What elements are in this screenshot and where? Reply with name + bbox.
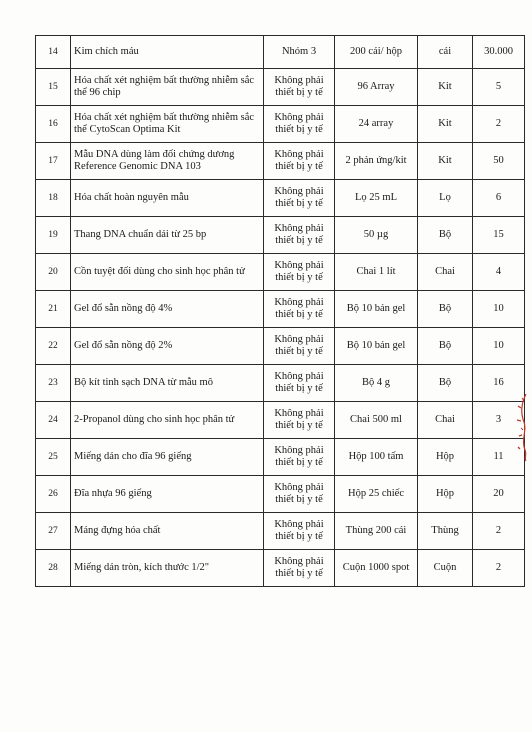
table-row: [36, 291, 525, 328]
item-specification: Bộ 10 bản gel: [335, 328, 418, 365]
item-unit: Hộp: [418, 439, 473, 476]
table-row: [36, 328, 525, 365]
table-row: [36, 143, 525, 180]
item-specification: Chai 500 ml: [335, 402, 418, 439]
item-group: Không phải thiết bị y tế: [264, 513, 335, 550]
row-number: 23: [36, 365, 71, 402]
item-unit: Kit: [418, 69, 473, 106]
item-unit: Bộ: [418, 291, 473, 328]
item-quantity: 30.000: [473, 36, 525, 69]
item-name: Thang DNA chuẩn dải từ 25 bp: [71, 217, 264, 254]
item-specification: Cuộn 1000 spot: [335, 550, 418, 587]
item-name: Máng đựng hóa chất: [71, 513, 264, 550]
item-quantity: 2: [473, 106, 525, 143]
item-quantity: 50: [473, 143, 525, 180]
table-row: [36, 365, 525, 402]
item-name: Mẫu DNA dùng làm đối chứng dương Reference Genomic DNA 103: [71, 143, 264, 180]
item-name: Cồn tuyệt đối dùng cho sinh học phân tử: [71, 254, 264, 291]
item-name: Bộ kít tinh sạch DNA từ mẫu mô: [71, 365, 264, 402]
item-unit: Bộ: [418, 217, 473, 254]
item-specification: 200 cái/ hộp: [335, 36, 418, 69]
row-number: 16: [36, 106, 71, 143]
item-group: Nhóm 3: [264, 36, 335, 69]
item-unit: Bộ: [418, 365, 473, 402]
supplies-table-body: [36, 36, 525, 587]
row-number: 28: [36, 550, 71, 587]
table-row: [36, 439, 525, 476]
item-specification: Lọ 25 mL: [335, 180, 418, 217]
row-number: 21: [36, 291, 71, 328]
table-row: [36, 217, 525, 254]
item-specification: 2 phản ứng/kit: [335, 143, 418, 180]
item-specification: 50 µg: [335, 217, 418, 254]
item-group: Không phải thiết bị y tế: [264, 106, 335, 143]
item-group: Không phải thiết bị y tế: [264, 254, 335, 291]
item-unit: Kit: [418, 106, 473, 143]
row-number: 17: [36, 143, 71, 180]
item-name: Miếng dán cho đĩa 96 giếng: [71, 439, 264, 476]
item-quantity: 11: [473, 439, 525, 476]
item-quantity: 15: [473, 217, 525, 254]
item-specification: Chai 1 lít: [335, 254, 418, 291]
item-quantity: 2: [473, 550, 525, 587]
table-row: [36, 106, 525, 143]
item-name: Kim chích máu: [71, 36, 264, 69]
row-number: 25: [36, 439, 71, 476]
item-group: Không phải thiết bị y tế: [264, 328, 335, 365]
row-number: 22: [36, 328, 71, 365]
table-row: [36, 550, 525, 587]
item-unit: Cuộn: [418, 550, 473, 587]
item-unit: Chai: [418, 402, 473, 439]
item-specification: Bộ 10 bản gel: [335, 291, 418, 328]
row-number: 15: [36, 69, 71, 106]
item-quantity: 2: [473, 513, 525, 550]
row-number: 19: [36, 217, 71, 254]
item-group: Không phải thiết bị y tế: [264, 365, 335, 402]
item-name: Hóa chất hoàn nguyên mẫu: [71, 180, 264, 217]
table-row: [36, 513, 525, 550]
row-number: 27: [36, 513, 71, 550]
item-name: Hóa chất xét nghiệm bất thường nhiễm sắc thể 96 chip: [71, 69, 264, 106]
item-specification: Hộp 25 chiếc: [335, 476, 418, 513]
item-unit: Kit: [418, 143, 473, 180]
item-quantity: 3: [473, 402, 525, 439]
item-unit: Chai: [418, 254, 473, 291]
item-specification: 96 Array: [335, 69, 418, 106]
row-number: 14: [36, 36, 71, 69]
table-row: [36, 180, 525, 217]
row-number: 18: [36, 180, 71, 217]
item-quantity: 6: [473, 180, 525, 217]
item-group: Không phải thiết bị y tế: [264, 439, 335, 476]
item-group: Không phải thiết bị y tế: [264, 476, 335, 513]
item-quantity: 16: [473, 365, 525, 402]
item-specification: 24 array: [335, 106, 418, 143]
item-unit: Thùng: [418, 513, 473, 550]
item-specification: Hộp 100 tấm: [335, 439, 418, 476]
row-number: 26: [36, 476, 71, 513]
item-group: Không phải thiết bị y tế: [264, 143, 335, 180]
item-unit: Hộp: [418, 476, 473, 513]
item-specification: Bộ 4 g: [335, 365, 418, 402]
row-number: 24: [36, 402, 71, 439]
item-unit: cái: [418, 36, 473, 69]
item-quantity: 5: [473, 69, 525, 106]
item-group: Không phải thiết bị y tế: [264, 217, 335, 254]
table-row: [36, 476, 525, 513]
item-quantity: 20: [473, 476, 525, 513]
item-group: Không phải thiết bị y tế: [264, 402, 335, 439]
item-quantity: 4: [473, 254, 525, 291]
table-row: [36, 36, 525, 69]
item-group: Không phải thiết bị y tế: [264, 291, 335, 328]
item-group: Không phải thiết bị y tế: [264, 69, 335, 106]
item-name: Gel đổ sẵn nồng độ 4%: [71, 291, 264, 328]
item-group: Không phải thiết bị y tế: [264, 180, 335, 217]
item-unit: Lọ: [418, 180, 473, 217]
row-number: 20: [36, 254, 71, 291]
table-row: [36, 254, 525, 291]
supplies-table: [35, 35, 525, 587]
item-name: Gel đổ sẵn nồng độ 2%: [71, 328, 264, 365]
item-name: 2-Propanol dùng cho sinh học phân tử: [71, 402, 264, 439]
table-row: [36, 402, 525, 439]
red-stamp-fragment: [512, 392, 530, 462]
item-quantity: 10: [473, 328, 525, 365]
table-row: [36, 69, 525, 106]
item-unit: Bộ: [418, 328, 473, 365]
item-name: Miếng dán tròn, kích thước 1/2": [71, 550, 264, 587]
item-group: Không phải thiết bị y tế: [264, 550, 335, 587]
item-name: Hóa chất xét nghiệm bất thường nhiễm sắc thể CytoScan Optima Kit: [71, 106, 264, 143]
item-specification: Thùng 200 cái: [335, 513, 418, 550]
item-name: Đĩa nhựa 96 giếng: [71, 476, 264, 513]
item-quantity: 10: [473, 291, 525, 328]
